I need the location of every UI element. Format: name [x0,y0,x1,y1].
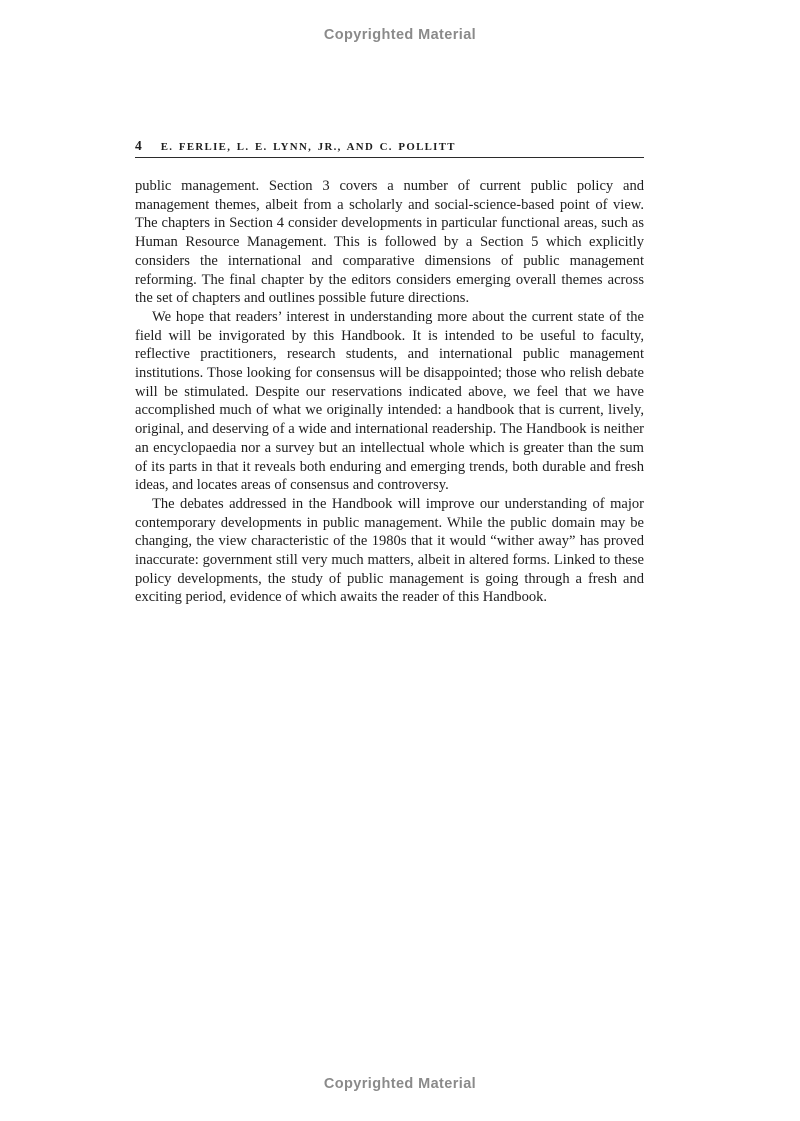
page-body-text [135,177,644,607]
paragraph: We hope that readers’ interest in understanding more about the current state of the field will be invigorated by this Handbook. It is intended to be useful to faculty, reflective practitioners, research students, and international public management institutions. Those looking for consensus will be disappointed; those who relish debate will be stimulated. Despite our reservations indicated above, we feel that we have accomplished much of what we originally intended: a handbook that is current, lively, original, and deserving of a wide and international readership. The Handbook is neither an encyclopaedia nor a survey but an intellectual whole which is greater than the sum of its parts in that it reveals both enduring and emerging trends, both durable and fresh ideas, and locates areas of consensus and controversy. [135,308,644,494]
page-number: 4 [135,138,142,153]
copyright-notice-top: Copyrighted Material [323,27,477,43]
running-head-authors: E. FERLIE, L. E. LYNN, JR., AND C. POLLITT [160,141,456,153]
running-header [135,137,644,155]
paragraph: The debates addressed in the Handbook will improve our understanding of major contemporary developments in public management. While the public domain may be changing, the view characteristic of the 1980s that it would “wither away” has proved inaccurate: government still very much matters, albeit in altered forms. Linked to these policy developments, the study of public management is going through a fresh and exciting period, evidence of which awaits the reader of this Handbook. [135,495,644,606]
copyright-notice-bottom: Copyrighted Material [323,1076,477,1092]
header-rule [135,157,644,158]
paragraph: public management. Section 3 covers a number of current public policy and management themes, albeit from a scholarly and social-science-based point of view. The chapters in Section 4 consider developments in particular functional areas, such as Human Resource Management. This is followed by a Section 5 which explicitly considers the international and comparative dimensions of public management reforming. The final chapter by the editors considers emerging overall themes across the set of chapters and outlines possible future directions. [135,178,644,307]
